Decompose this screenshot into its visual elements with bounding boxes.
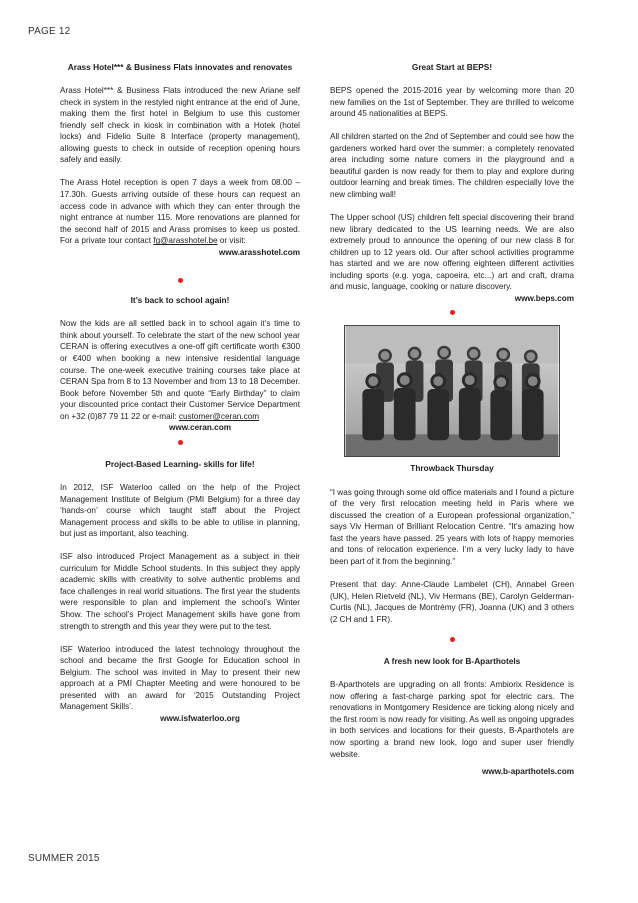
throwback-caption: Throwback Thursday xyxy=(410,463,494,474)
arass-heading: Arass Hotel*** & Business Flats innovates and renovates xyxy=(67,62,293,72)
throwback-paragraph-2: Present that day: Anne-Claude Lambelet (CH), Annabel Green (UK), Helen Rietveld (NL), Viv Hermans (BE), Carolyn Gelderman-Curtis (NL), Jacques de Montrémy (FR), Joanna (UK) and 3 others (2 CH and 1 FR). xyxy=(330,579,574,624)
isf-paragraph-1: In 2012, ISF Waterloo called on the help of the Project Management Institute of Belgium (PMI Belgium) for a three day ‘hands-on’ course which taught staff about the Project Management process and skills to be able to utilise in planning, but just as important, also teaching. xyxy=(60,482,300,539)
isf-heading: Project-Based Learning- skills for life! xyxy=(105,458,255,469)
baparthotels-website-link[interactable]: www.b-aparthotels.com xyxy=(481,767,574,777)
arass-paragraph-1: Arass Hotel*** & Business Flats introduced the new Ariane self check in system in the restyled night entrance at the end of June, making them the first hotel in Belgium to use this customer friendly self check in kiosk in combination with a Hotek (hotel locks) and Fidelio Suite 8 Interface (property management), allowing guests to check in outside of reception opening hours safely and easily. xyxy=(60,86,300,165)
issue-label: SUMMER 2015 xyxy=(28,853,100,864)
arass-email-suffix: or visit: xyxy=(217,236,246,246)
baparthotels-heading: A fresh new look for B-Aparthotels xyxy=(383,656,521,667)
ceran-website-link[interactable]: www.ceran.com xyxy=(168,423,232,433)
arass-email-link[interactable]: fg@arasshotel.be xyxy=(153,236,218,246)
beps-paragraph-2: All children started on the 2nd of September and could see how the gardeners worked hard over the summer: a completely renovated area including some nature corners in the playground and a beautiful garden is now ready for them to play and explore during outdoor learning and break times. The children especially love the new climbing wall! xyxy=(330,132,574,200)
arass-website-link[interactable]: www.arasshotel.com xyxy=(218,247,300,257)
isf-website-link[interactable]: www.isfwaterloo.org xyxy=(160,713,240,723)
arass-paragraph-2-text: The Arass Hotel reception is open 7 days a week from 08.00 – 17.30h. Guests arriving outside of these hours can request an access code in advance with which they can enter through the night entrance at number 115. More renovations are planned for the second half of 2015 and Arass promises to keep us posted. For a private tour contact xyxy=(60,178,300,246)
ceran-paragraph-1 xyxy=(60,318,300,422)
isf-paragraph-2: ISF also introduced Project Management as a subject in their curriculum for Middle School students. In this subject they apply academic skills with creativity to solve authentic problems and face challenges in real world situations. The first year the students were responsible to plan and implement the school’s Winter Show. The school’s Project Management skills have gone from strength to strength and this year they were put to the test. xyxy=(60,552,300,631)
ceran-heading: It’s back to school again! xyxy=(130,295,230,306)
throwback-paragraph-1: “I was going through some old office materials and I found a picture of the very first relocation meeting held in Paris where we discussed the creation of a European professional organization,” says Viv Herman of Brilliant Relocation Centre. “It’s amazing how fast the years have passed. 25 years with lots of happy memories and tons of relocation experience. I’m a very lucky lady to have been part of it from the beginning.” xyxy=(330,487,574,566)
arass-paragraph-2 xyxy=(60,177,300,246)
ceran-email-link[interactable]: customer@ceran.com xyxy=(178,411,260,421)
beps-heading: Great Start at BEPS! xyxy=(411,62,493,72)
page-number: PAGE 12 xyxy=(28,26,71,37)
group-photo xyxy=(344,325,560,457)
beps-website-link[interactable]: www.beps.com xyxy=(514,293,574,303)
beps-paragraph-1: BEPS opened the 2015-2016 year by welcoming more than 20 new families on the 1st of September. They are thrilled to welcome around 45 nationalities at BEPS. xyxy=(330,86,574,119)
left-column xyxy=(60,62,300,724)
beps-paragraph-3: The Upper school (US) children felt special discovering their brand new library dedicated to the US learning needs. We are also extremely proud to announce the opening of our new class 8 for children up to 12 years old. Our after school activities programme has started and we are now offering eighteen different activities including sports (e.g. yoga, capoeira, etc...) art and craft, drama and music, language, cooking or nature discovery. xyxy=(330,213,574,292)
baparthotels-paragraph-1: B-Aparthotels are upgrading on all fronts: Ambiorix Residence is now offering a fast-charge parking spot for electric cars. The renovations in Montgomery Residence are ticking along nicely and the first room is now ready for visiting. As well as ongoing upgrades in both services and locations for their guests, B-Aparthotels are now sporting a brand new look, logo and super user friendly website. xyxy=(330,680,574,759)
isf-paragraph-3: ISF Waterloo introduced the latest technology throughout the school and became the first Google for Education school in Belgium. The school was invited in May to present their new approach at a PMI Chapter Meeting and were honoured to be presented with an award for ‘2015 Outstanding Project Management Skills’. xyxy=(60,644,300,712)
right-column xyxy=(330,62,574,778)
ceran-paragraph-1-text: Now the kids are all settled back in to school again it’s time to think about yourself. To celebrate the start of the new school year CERAN is offering executives a one-off gift certificate worth €300 or €400 when booking a new intensive residential language course. The one-week executive training courses take place at CERAN Spa from 8 to 13 November and from 13 to 18 December. Book before November 5th and quote “Early Birthday” to claim your discounted price contact their Customer Service Department on +32 (0)87 79 11 22 or e-mail: xyxy=(60,319,300,421)
